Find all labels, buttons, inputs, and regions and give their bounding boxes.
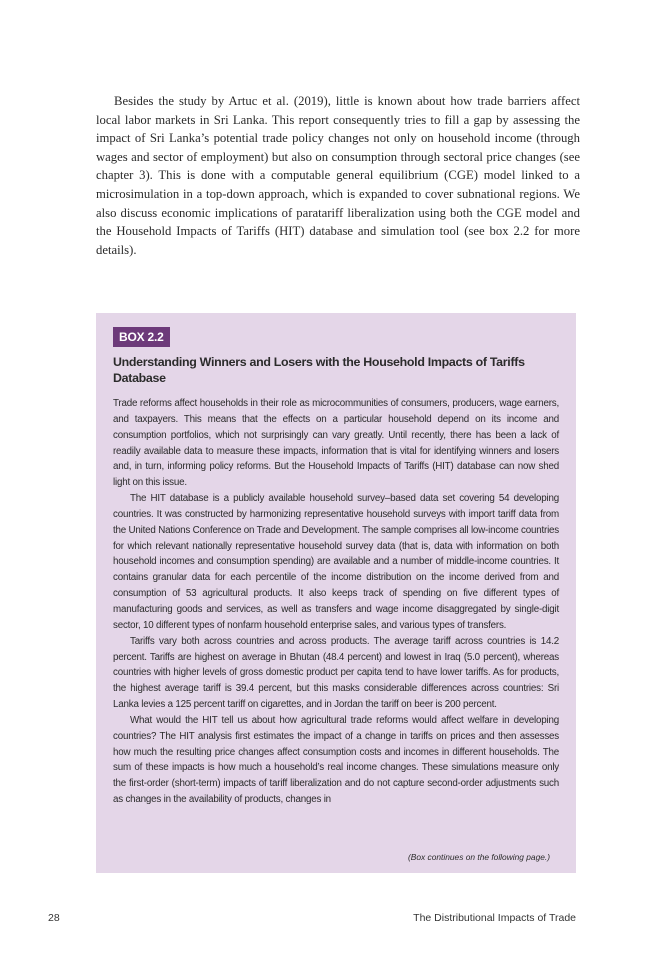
box-title: Understanding Winners and Losers with the Household Impacts of Tariffs Database — [113, 355, 525, 385]
box-body — [113, 396, 559, 808]
page-number: 28 — [48, 912, 60, 924]
box-2-2 — [96, 313, 576, 873]
box-continuation-note: (Box continues on the following page.) — [408, 852, 550, 862]
box-paragraph-3: Tariffs vary both across countries and across products. The average tariff across countries is 14.2 percent. Tariffs are highest on average in Bhutan (48.4 percent) and lowest in Iraq (5.0 percent), whereas countries with higher levels of gross domestic product per capita tend to have lower tariffs. As for products, the highest average tariff is 39.4 percent, but this masks considerable differences across countries: Sri Lanka levies a 125 percent tariff on cigarettes, and in Jordan the tariff on beer is 200 percent. — [113, 635, 559, 711]
box-paragraph-1: Trade reforms affect households in their role as microcommunities of consumers, producers, wage earners, and taxpayers. This means that the effects on a particular household depend on its income and consumption portfolios, which not surprisingly can vary greatly. Until recently, there has been a lack of readily available data to measure these impacts, information that is vital for identifying winners and losers and, in turn, informing policy reforms. But the Household Impacts of Tariffs (HIT) database can now shed light on this issue. — [113, 398, 559, 489]
box-label: BOX 2.2 — [113, 327, 170, 347]
intro-paragraph: Besides the study by Artuc et al. (2019), little is known about how trade barriers affect local labor markets in Sri Lanka. This report consequently tries to fill a gap by assessing the impact of Sri Lanka’s potential trade policy changes not only on household income (through wages and sector of employment) but also on consumption through sectoral price changes (see chapter 3). This is done with a computable general equilibrium (CGE) model linked to a microsimulation in a top-down approach, which is expanded to cover subnational regions. We also discuss economic implications of paratariff liberalization using both the CGE model and the Household Impacts of Tariffs (HIT) database and simulation tool (see box 2.2 for more details). — [96, 94, 580, 257]
running-title: The Distributional Impacts of Trade — [413, 912, 576, 924]
box-paragraph-2: The HIT database is a publicly available household survey–based data set covering 54 developing countries. It was constructed by harmonizing representative household surveys with import tariff data from the United Nations Conference on Trade and Development. The sample comprises all low-income countries for which relevant nationally representative household survey data (that is, data with information on both household incomes and consumption spending) are available and a number of middle-income countries. It contains granular data for each percentile of the income distribution on the income derived from and consumption of 53 agricultural products. It also keeps track of spending on five different types of manufacturing goods and services, as well as transfers and wage income disaggregated by single-digit sector, 10 different types of nonfarm household enterprise sales, and various types of transfers. — [113, 493, 559, 631]
box-paragraph-4: What would the HIT tell us about how agricultural trade reforms would affect welfare in developing countries? The HIT analysis first estimates the impact of a change in tariffs on prices and then assesses how much the resulting price changes affect consumption costs and incomes in different households. The sum of these impacts is how much a household’s real income changes. These simulations measure only the first-order (short-term) impacts of tariff liberalization and do not capture second-order adjustments such as changes in the availability of products, changes in — [113, 714, 559, 806]
